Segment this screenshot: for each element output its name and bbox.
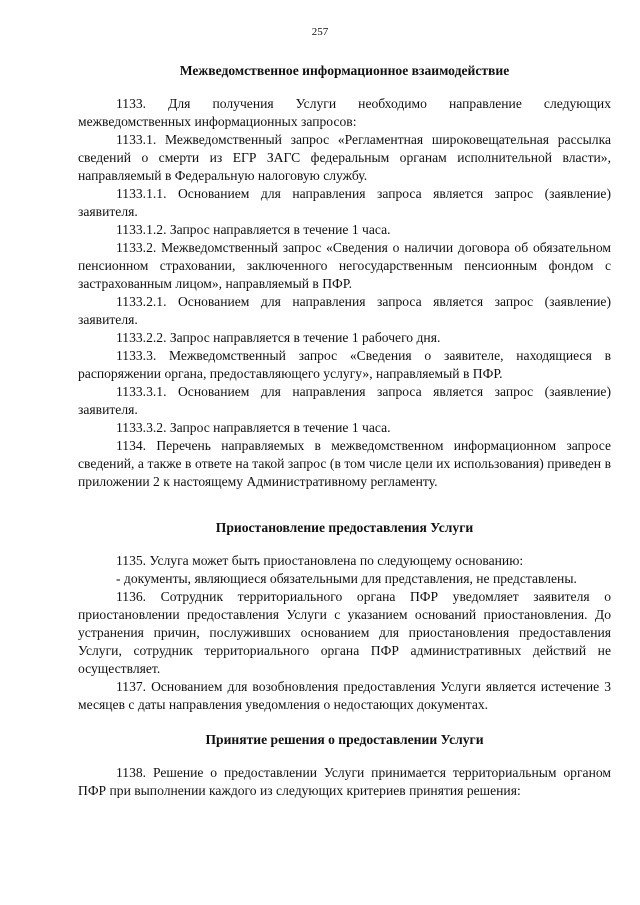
paragraph-1137: 1137. Основанием для возобновления предоставления Услуги является истечение 3 месяцев с даты направления уведомления о недостающих документах. <box>78 679 611 712</box>
paragraph-1135: 1135. Услуга может быть приостановлена по следующему основанию: <box>116 553 524 568</box>
heading-interagency: Межведомственное информационное взаимодействие <box>179 63 510 78</box>
paragraph-1133: 1133. Для получения Услуги необходимо направление следующих межведомственных информационных запросов: <box>78 96 611 129</box>
paragraph-1133-3: 1133.3. Межведомственный запрос «Сведения о заявителе, находящиеся в распоряжении органа, предоставляющего услугу», направляемый в ПФР. <box>78 348 611 381</box>
paragraph-1135-item: - документы, являющиеся обязательными для представления, не представлены. <box>116 571 577 586</box>
paragraph-1133-2: 1133.2. Межведомственный запрос «Сведения о наличии договора об обязательном пенсионном страховании, заключенного негосударственным пенсионным фондом с застрахованным лицом», направляемый в ПФР. <box>78 240 611 291</box>
heading-decision: Принятие решения о предоставлении Услуги <box>205 732 484 747</box>
paragraph-1136: 1136. Сотрудник территориального органа ПФР уведомляет заявителя о приостановлении предоставления Услуги с указанием оснований приостановления. До устранения причин, послуживших основанием для приостановления предоставления Услуги, сотрудник территориального органа ПФР административных действий не осуществляет. <box>78 589 611 676</box>
page-number: 257 <box>311 26 329 38</box>
paragraph-1133-1-1: 1133.1.1. Основанием для направления запроса является запрос (заявление) заявителя. <box>78 186 611 219</box>
document-body <box>78 62 611 800</box>
paragraph-1133-2-2: 1133.2.2. Запрос направляется в течение 1 рабочего дня. <box>116 330 441 345</box>
paragraph-1134: 1134. Перечень направляемых в межведомственном информационном запросе сведений, а также в ответе на такой запрос (в том числе цели их использования) приведен в приложении 2 к настоящему Административному регламенту. <box>78 438 611 489</box>
heading-suspension: Приостановление предоставления Услуги <box>215 520 474 535</box>
paragraph-1133-3-2: 1133.3.2. Запрос направляется в течение 1 часа. <box>116 420 391 435</box>
paragraph-1133-2-1: 1133.2.1. Основанием для направления запроса является запрос (заявление) заявителя. <box>78 294 611 327</box>
paragraph-1133-3-1: 1133.3.1. Основанием для направления запроса является запрос (заявление) заявителя. <box>78 384 611 417</box>
paragraph-1133-1: 1133.1. Межведомственный запрос «Регламентная широковещательная рассылка сведений о смерти из ЕГР ЗАГС федеральным органам исполнительной власти», направляемый в Федеральную налоговую службу. <box>78 132 611 183</box>
paragraph-1138: 1138. Решение о предоставлении Услуги принимается территориальным органом ПФР при выполнении каждого из следующих критериев принятия решения: <box>78 765 611 798</box>
paragraph-1133-1-2: 1133.1.2. Запрос направляется в течение 1 часа. <box>116 222 391 237</box>
